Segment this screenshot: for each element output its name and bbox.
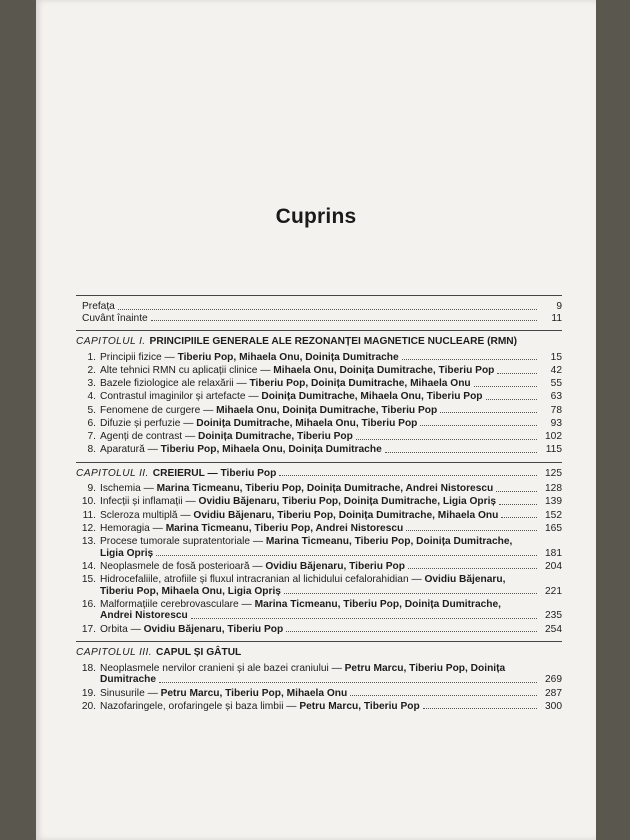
entry-content [100, 701, 420, 713]
entry-content [100, 378, 471, 390]
toc-entry[interactable] [76, 574, 562, 597]
entry-topic: Principii fizice — [100, 351, 178, 363]
entry-authors: Ovidiu Băjenaru, Tiberiu Pop, Doinița Dumitrache, Mihaela Onu [193, 509, 499, 521]
page-number: 287 [545, 687, 562, 699]
toc-entry[interactable] [76, 496, 562, 508]
entry-line [100, 688, 562, 700]
entry-authors: Ovidiu Băjenaru, [424, 574, 506, 585]
entry-topic: Fenomene de curgere — [100, 404, 217, 416]
entry-line [100, 496, 562, 508]
dot-leader [159, 682, 537, 683]
chapter-heading[interactable] [76, 336, 562, 348]
entry-authors: Mihaela Onu, Doinița Dumitrache, Tiberiu Pop [273, 364, 495, 376]
dot-leader [474, 386, 537, 387]
entry-authors: Marina Ticmeanu, Tiberiu Pop, Andrei Nistorescu [165, 522, 404, 534]
chapter-label: CAPITOLUL I. [76, 336, 146, 348]
toc-entry[interactable] [76, 536, 562, 559]
entry-body [100, 701, 562, 713]
chapter-label: CAPITOLUL II. [76, 467, 149, 479]
entry-body [100, 352, 562, 364]
dot-leader [385, 452, 537, 453]
toc-entry[interactable] [76, 599, 562, 622]
entry-topic: Neoplasmele de fosă posterioară — [100, 560, 266, 572]
entry-content [100, 483, 493, 495]
entry-body [100, 378, 562, 390]
entry-body [100, 365, 562, 377]
dot-leader [402, 359, 537, 360]
toc-entry[interactable] [76, 405, 562, 417]
entry-body [100, 444, 562, 456]
dot-leader [440, 412, 537, 413]
entry-content [100, 431, 353, 443]
page-number: 9 [556, 301, 562, 312]
chapter-label: CAPITOLUL III. [76, 647, 152, 659]
dot-leader [151, 320, 537, 321]
entry-content [100, 523, 403, 535]
entry-number: 1. [87, 351, 96, 363]
entry-number: 20. [81, 700, 96, 712]
entry-line [100, 610, 562, 622]
dot-leader [423, 708, 537, 709]
entry-authors: Doinița Dumitrache, Tiberiu Pop [197, 430, 353, 442]
book-page [36, 0, 596, 840]
toc-entry[interactable] [76, 444, 562, 456]
section-divider [76, 330, 562, 331]
section-divider [76, 295, 562, 296]
entry-authors: Tiberiu Pop, Doinița Dumitrache, Mihaela Onu [249, 378, 471, 390]
entry-number: 8. [87, 444, 96, 456]
entry-topic: Agenți de contrast — [100, 430, 198, 442]
chapter-section [76, 330, 562, 456]
page-number: 11 [551, 312, 562, 324]
entry-line [100, 701, 562, 713]
entry-body [100, 431, 562, 443]
entry-line [100, 536, 562, 548]
page-number: 63 [550, 391, 562, 403]
entry-number: 17. [81, 623, 96, 635]
entry-number: 12. [81, 522, 96, 534]
entry-body [100, 523, 562, 535]
entry-body [100, 405, 562, 417]
entry-body [100, 574, 562, 597]
entry-content [100, 444, 382, 456]
entry-line [100, 674, 562, 686]
entry-topic: Neoplasmele nervilor cranieni și ale bazei craniului — [100, 662, 345, 674]
toc-entry[interactable] [76, 391, 562, 403]
entry-body [100, 663, 562, 686]
toc-entry[interactable] [76, 352, 562, 364]
entry-number: 16. [81, 598, 96, 610]
page-number: 102 [545, 430, 562, 442]
dot-leader [406, 530, 537, 531]
entry-line [100, 523, 562, 535]
entry-body [100, 483, 562, 495]
entry-line [100, 352, 562, 364]
entry-topic: Difuzie și perfuzie — [100, 417, 197, 429]
toc-entry[interactable] [76, 431, 562, 443]
page-number: 93 [550, 417, 562, 429]
toc-entry[interactable] [76, 561, 562, 573]
toc-entry[interactable] [76, 483, 562, 495]
entry-authors: Marina Ticmeanu, Tiberiu Pop, Doinița Dumitrache, Andrei Nistorescu [156, 483, 494, 495]
entry-authors: Ovidiu Băjenaru, Tiberiu Pop [143, 623, 284, 635]
toc-front-row[interactable] [76, 313, 562, 325]
entry-topic: Nazofaringele, orofaringele și baza limbii — [100, 700, 300, 712]
entry-authors: Marina Ticmeanu, Tiberiu Pop, Doinița Dumitrache, [254, 598, 502, 610]
toc-entry[interactable] [76, 688, 562, 700]
toc-entry[interactable] [76, 418, 562, 430]
entry-topic: Infecții și inflamații — [100, 496, 199, 508]
entry-authors: Doinița Dumitrache, Mihaela Onu, Tiberiu Pop [196, 417, 418, 429]
entry-body [100, 561, 562, 573]
entry-body [100, 418, 562, 430]
entry-authors: Tiberiu Pop, Mihaela Onu, Doinița Dumitrache [177, 351, 399, 363]
entry-line [100, 483, 562, 495]
toc-entry[interactable] [76, 365, 562, 377]
dot-leader [408, 568, 537, 569]
entry-authors: Ovidiu Băjenaru, Tiberiu Pop, Doinița Dumitrache, Ligia Opriș [198, 496, 497, 508]
entry-body [100, 688, 562, 700]
entry-content [100, 510, 498, 522]
entry-line [100, 586, 562, 598]
section-divider [76, 641, 562, 642]
entry-content [100, 418, 417, 430]
toc-front-text: Cuvânt înainte [82, 312, 148, 324]
entry-number: 3. [87, 378, 96, 390]
entry-authors: Mihaela Onu, Doinița Dumitrache, Tiberiu Pop [216, 404, 438, 416]
dot-leader [156, 555, 537, 556]
dot-leader [118, 309, 537, 310]
page-number: 254 [545, 623, 562, 635]
entry-topic: Scleroza multiplă — [100, 509, 194, 521]
page-number: 165 [545, 522, 562, 534]
entry-authors: Doinița Dumitrache, Mihaela Onu, Tiberiu Pop [261, 391, 483, 403]
entry-line [100, 510, 562, 522]
entry-number: 4. [87, 391, 96, 403]
dot-leader [191, 618, 537, 619]
chapter-title: CREIERUL — Tiberiu Pop [152, 467, 277, 479]
toc-entry[interactable] [76, 663, 562, 686]
entry-number: 2. [87, 364, 96, 376]
page-number: 221 [545, 585, 562, 597]
entry-topic: Bazele fiziologice ale relaxării — [100, 378, 250, 390]
page-number: 152 [545, 509, 562, 521]
entry-authors-continued: Andrei Nistorescu [100, 610, 188, 622]
entry-number: 10. [81, 496, 96, 508]
page-number: 55 [550, 378, 562, 390]
page-number: 42 [550, 364, 562, 376]
entry-authors: Petru Marcu, Tiberiu Pop, Mihaela Onu [160, 687, 348, 699]
toc-entry[interactable] [76, 510, 562, 522]
entry-line [100, 561, 562, 573]
entry-authors-continued: Ligia Opriș [100, 547, 154, 559]
entry-body [100, 496, 562, 508]
dot-leader [284, 593, 537, 594]
entry-content [100, 405, 437, 417]
page-title: Cuprins [275, 205, 357, 228]
toc-front-row[interactable] [76, 301, 562, 313]
entry-line [100, 663, 562, 675]
entry-content [100, 365, 494, 377]
entry-topic: Procese tumorale supratentoriale — [100, 536, 266, 548]
entry-line [100, 599, 562, 611]
entry-line [100, 548, 562, 560]
entry-number: 9. [87, 483, 96, 495]
dot-leader [350, 695, 537, 696]
entry-topic: Aparatură — [100, 444, 161, 456]
chapter-title: PRINCIPIILE GENERALE ALE REZONANȚEI MAGNETICE NUCLEARE (RMN) [149, 336, 518, 348]
chapter-section [76, 641, 562, 712]
entry-topic: Ischemia — [100, 483, 157, 495]
toc-entry[interactable] [76, 624, 562, 636]
entry-number: 7. [87, 430, 96, 442]
entry-topic: Hidrocefaliile, atrofiile și fluxul intracranian al lichidului cefalorahidian — [100, 574, 425, 585]
dot-leader [286, 631, 537, 632]
entry-line [100, 365, 562, 377]
entry-authors: Marina Ticmeanu, Tiberiu Pop, Doinița Dumitrache, [265, 536, 513, 548]
page-number: 78 [550, 404, 562, 416]
entry-topic: Alte tehnici RMN cu aplicații clinice — [100, 364, 274, 376]
entry-content [100, 561, 405, 573]
entry-content [100, 688, 347, 700]
page-number: 115 [545, 444, 562, 456]
entry-content [100, 391, 483, 403]
entry-number: 14. [81, 560, 96, 572]
entry-line [100, 418, 562, 430]
entry-line [100, 405, 562, 417]
page-number: 235 [545, 610, 562, 622]
page-number: 181 [545, 547, 562, 559]
entry-number: 15. [81, 574, 96, 585]
entry-line [100, 431, 562, 443]
entry-authors: Ovidiu Băjenaru, Tiberiu Pop [265, 560, 405, 572]
entry-line [100, 378, 562, 390]
dot-leader [420, 425, 537, 426]
entry-number: 6. [87, 417, 96, 429]
entry-number: 13. [81, 536, 96, 548]
entry-content [100, 624, 283, 636]
toc-entry[interactable] [76, 523, 562, 535]
dot-leader [499, 504, 537, 505]
entry-topic: Malformațiile cerebrovasculare — [100, 598, 255, 610]
page-number: 15 [550, 351, 562, 363]
front-matter [76, 301, 562, 324]
dot-leader [279, 475, 537, 476]
page-number: 269 [545, 674, 562, 686]
page-number: 139 [545, 496, 562, 508]
toc-front-text: Prefața [82, 301, 115, 312]
chapter-title: CAPUL ȘI GÂTUL [156, 647, 242, 659]
entry-line [100, 391, 562, 403]
page-number: 128 [545, 483, 562, 495]
dot-leader [501, 517, 537, 518]
page-number: 204 [545, 560, 562, 572]
entry-line [100, 624, 562, 636]
dot-leader [497, 373, 537, 374]
page-number: 125 [545, 467, 562, 479]
dot-leader [486, 399, 537, 400]
entry-body [100, 510, 562, 522]
entry-topic: Contrastul imaginilor și artefacte — [100, 391, 262, 403]
section-divider [76, 462, 562, 463]
page-number: 300 [545, 700, 562, 712]
entry-line [100, 574, 562, 586]
entry-body [100, 391, 562, 403]
entry-topic: Hemoragia — [100, 522, 166, 534]
entry-authors: Petru Marcu, Tiberiu Pop, Doinița [344, 662, 506, 674]
toc-entry[interactable] [76, 701, 562, 713]
entry-body [100, 536, 562, 559]
entry-number: 11. [82, 509, 96, 521]
entry-authors-continued: Dumitrache [100, 674, 157, 686]
entry-topic: Orbita — [100, 623, 144, 635]
chapter-list [76, 330, 562, 712]
dot-leader [356, 439, 537, 440]
entry-number: 19. [81, 687, 96, 699]
toc-entry[interactable] [76, 378, 562, 390]
entry-content [100, 496, 496, 508]
chapter-heading[interactable] [76, 468, 562, 480]
entry-body [100, 624, 562, 636]
chapter-heading[interactable] [76, 647, 562, 659]
table-of-contents [76, 295, 562, 718]
entry-number: 18. [81, 662, 96, 674]
entry-authors: Petru Marcu, Tiberiu Pop [299, 700, 420, 712]
entry-line [100, 444, 562, 456]
entry-authors-continued: Tiberiu Pop, Mihaela Onu, Ligia Opriș [100, 585, 281, 597]
entry-topic: Sinusurile — [100, 687, 161, 699]
entry-authors: Tiberiu Pop, Mihaela Onu, Doinița Dumitrache [160, 444, 382, 456]
entry-content [100, 352, 399, 364]
dot-leader [496, 491, 537, 492]
entry-number: 5. [87, 404, 96, 416]
chapter-section [76, 462, 562, 635]
entry-body [100, 599, 562, 622]
